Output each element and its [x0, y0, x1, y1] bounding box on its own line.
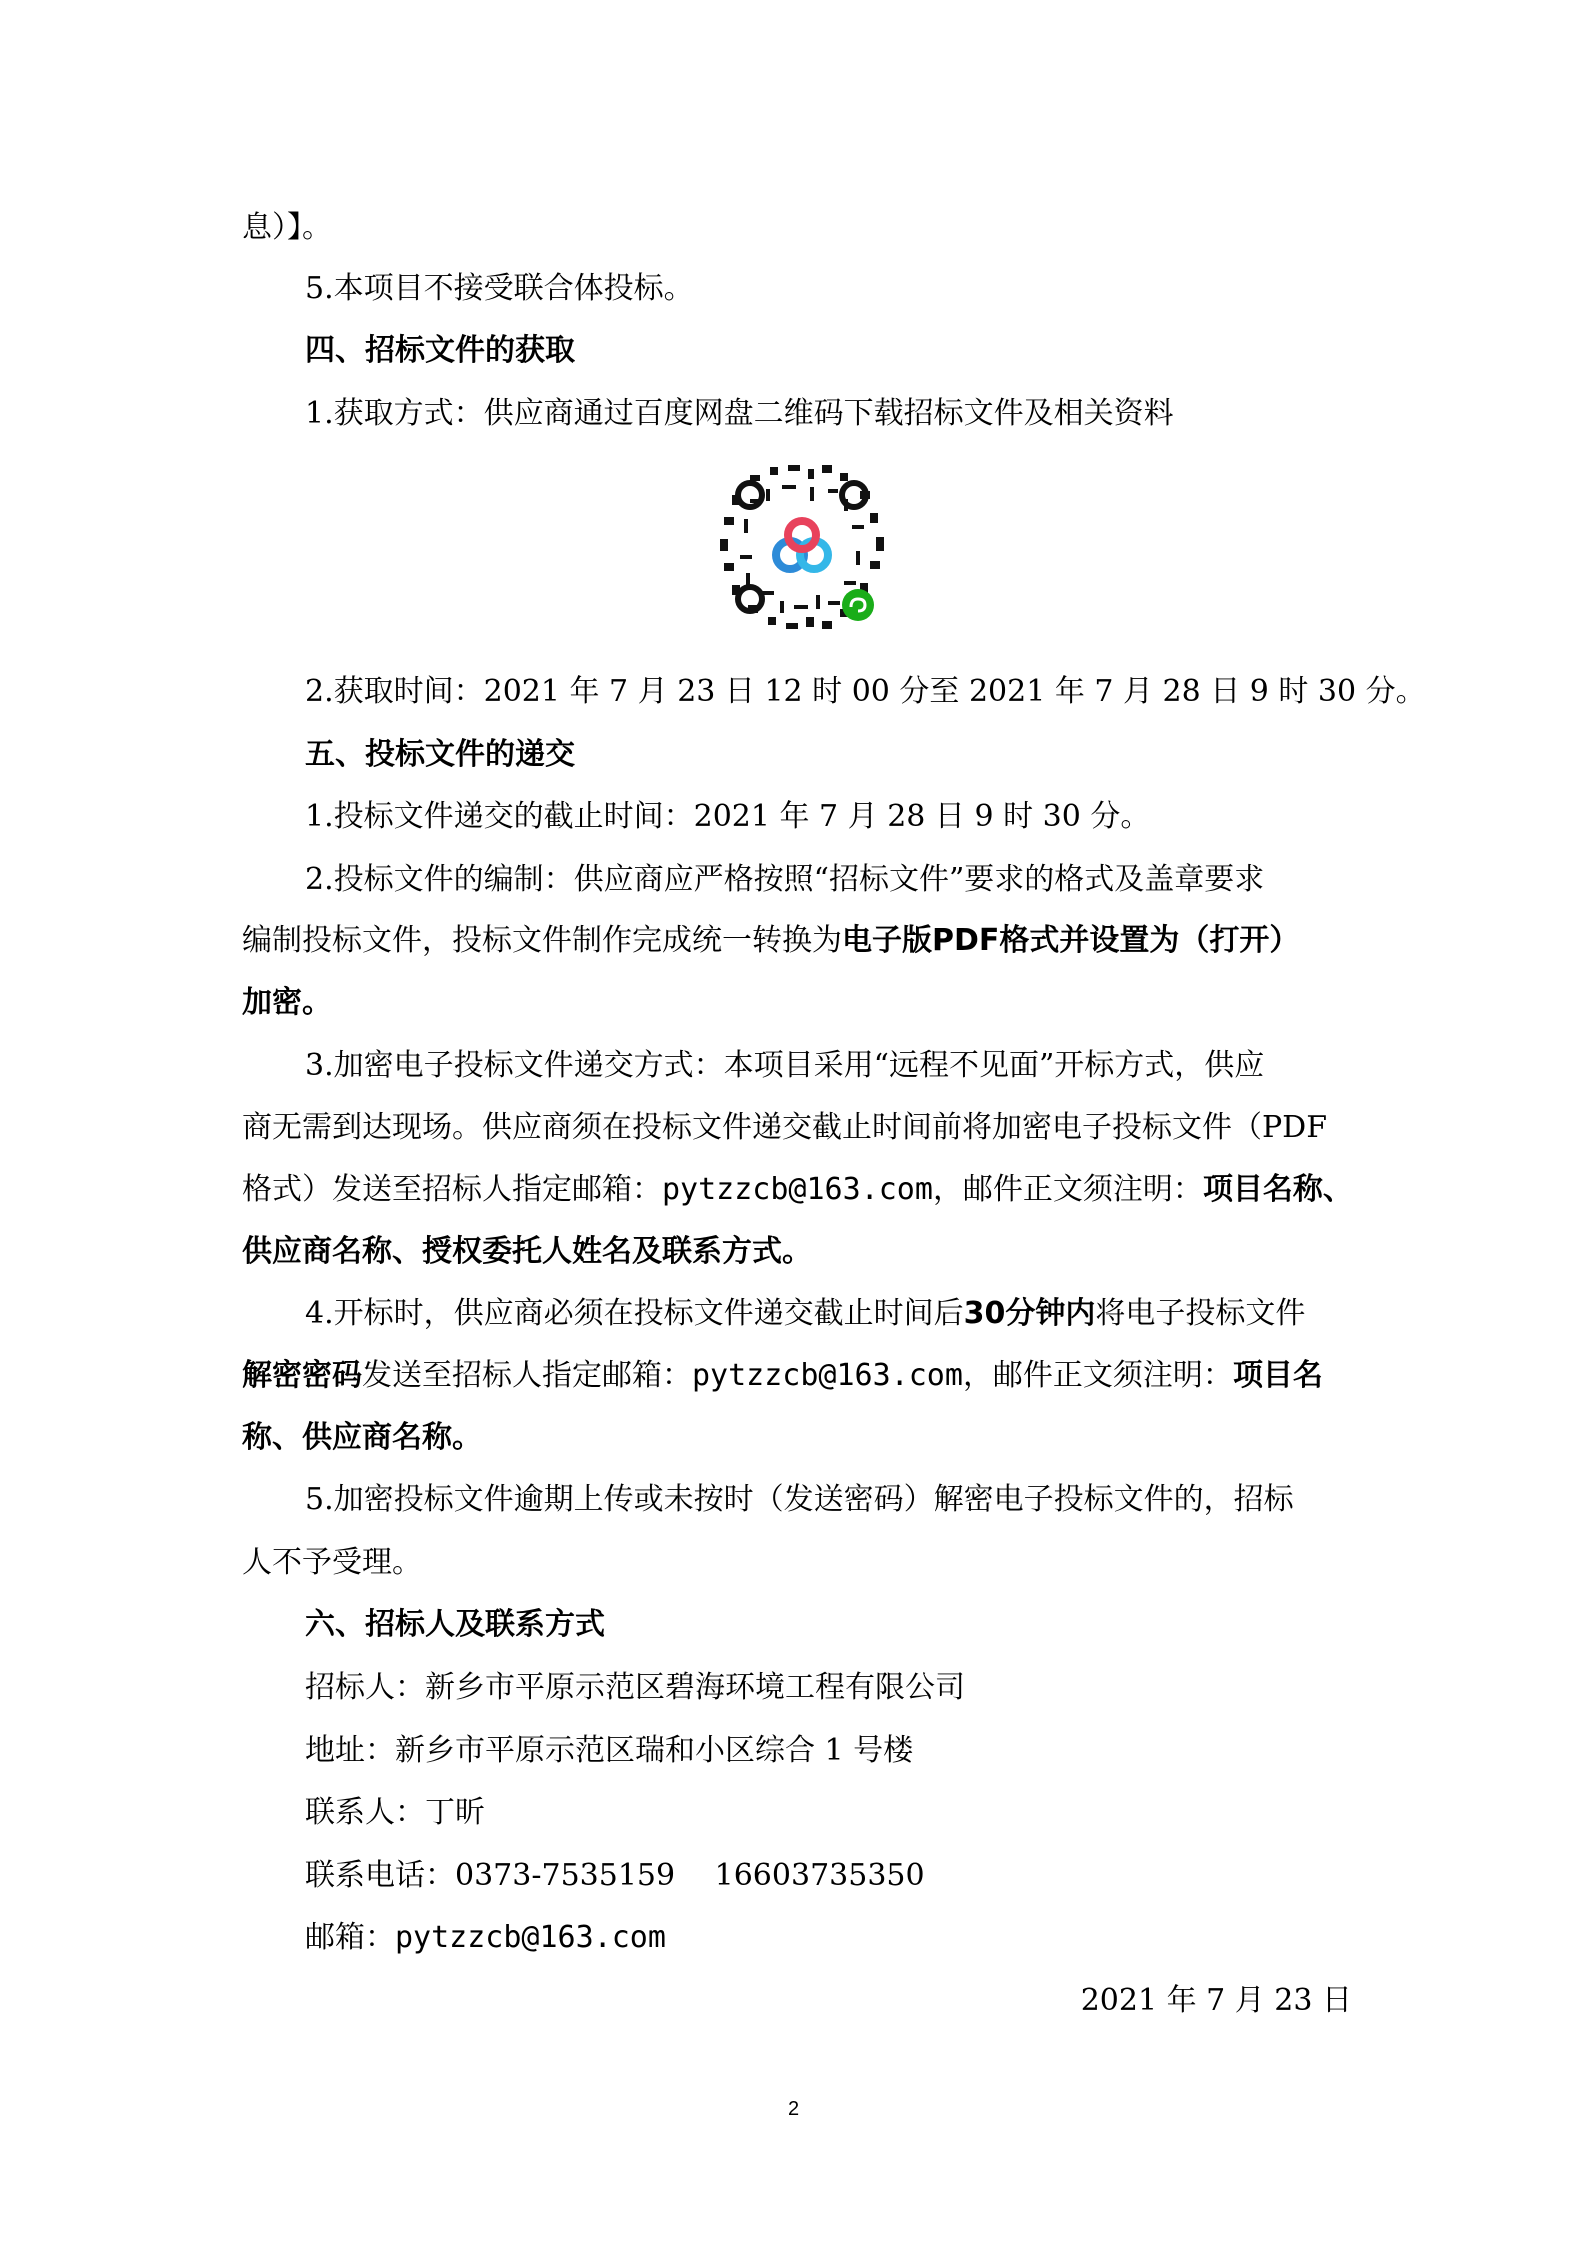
text-line: 解密密码发送至招标人指定邮箱：pytzzcb@163.com，邮件正文须注明：项目名 [242, 1358, 1323, 1393]
email-link[interactable]: pytzzcb@163.com [692, 1358, 963, 1393]
text-line: 5.本项目不接受联合体投标。 [305, 271, 694, 306]
text-line: 人不予受理。 [242, 1545, 422, 1580]
email-link[interactable]: pytzzcb@163.com [395, 1920, 666, 1955]
page-number: 2 [787, 2098, 800, 2120]
email-link[interactable]: pytzzcb@163.com [662, 1172, 933, 1207]
text-line: 称、供应商名称。 [242, 1420, 482, 1455]
text-line: 招标人：新乡市平原示范区碧海环境工程有限公司 [305, 1670, 965, 1705]
text-line: 3.加密电子投标文件递交方式：本项目采用“远程不见面”开标方式，供应 [305, 1048, 1265, 1083]
section-heading-4: 四、招标文件的获取 [305, 333, 575, 368]
text-line: 联系人：丁昕 [305, 1795, 485, 1830]
text-line: 5.加密投标文件逾期上传或未按时（发送密码）解密电子投标文件的，招标 [305, 1482, 1294, 1517]
text-line: 2.投标文件的编制：供应商应严格按照“招标文件”要求的格式及盖章要求 [305, 862, 1265, 897]
section-heading-5: 五、投标文件的递交 [305, 737, 575, 772]
text-line: 联系电话：0373-7535159 16603735350 [305, 1858, 925, 1893]
text-line: 格式）发送至招标人指定邮箱：pytzzcb@163.com，邮件正文须注明：项目名称、 [242, 1172, 1353, 1207]
text-line: 息）】。 [242, 210, 332, 245]
text-line: 2.获取时间：2021 年 7 月 23 日 12 时 00 分至 2021 年 7 月 28 日 9 时 30 分。 [305, 674, 1426, 709]
text-line: 商无需到达现场。供应商须在投标文件递交截止时间前将加密电子投标文件（PDF [242, 1110, 1328, 1145]
section-heading-6: 六、招标人及联系方式 [305, 1607, 605, 1642]
text-line: 邮箱：pytzzcb@163.com [305, 1920, 666, 1955]
text-line: 地址：新乡市平原示范区瑞和小区综合 1 号楼 [305, 1733, 914, 1768]
text-line: 供应商名称、授权委托人姓名及联系方式。 [242, 1234, 812, 1269]
text-line: 加密。 [242, 985, 332, 1020]
text-line: 编制投标文件，投标文件制作完成统一转换为电子版PDF格式并设置为（打开） [242, 923, 1300, 958]
document-date: 2021 年 7 月 23 日 [1080, 1983, 1352, 2018]
text-line: 4.开标时，供应商必须在投标文件递交截止时间后30分钟内将电子投标文件 [305, 1296, 1306, 1331]
qr-code-icon [710, 455, 895, 640]
text-line: 1.投标文件递交的截止时间：2021 年 7 月 28 日 9 时 30 分。 [305, 799, 1151, 834]
text-line: 1.获取方式：供应商通过百度网盘二维码下载招标文件及相关资料 [305, 396, 1174, 431]
